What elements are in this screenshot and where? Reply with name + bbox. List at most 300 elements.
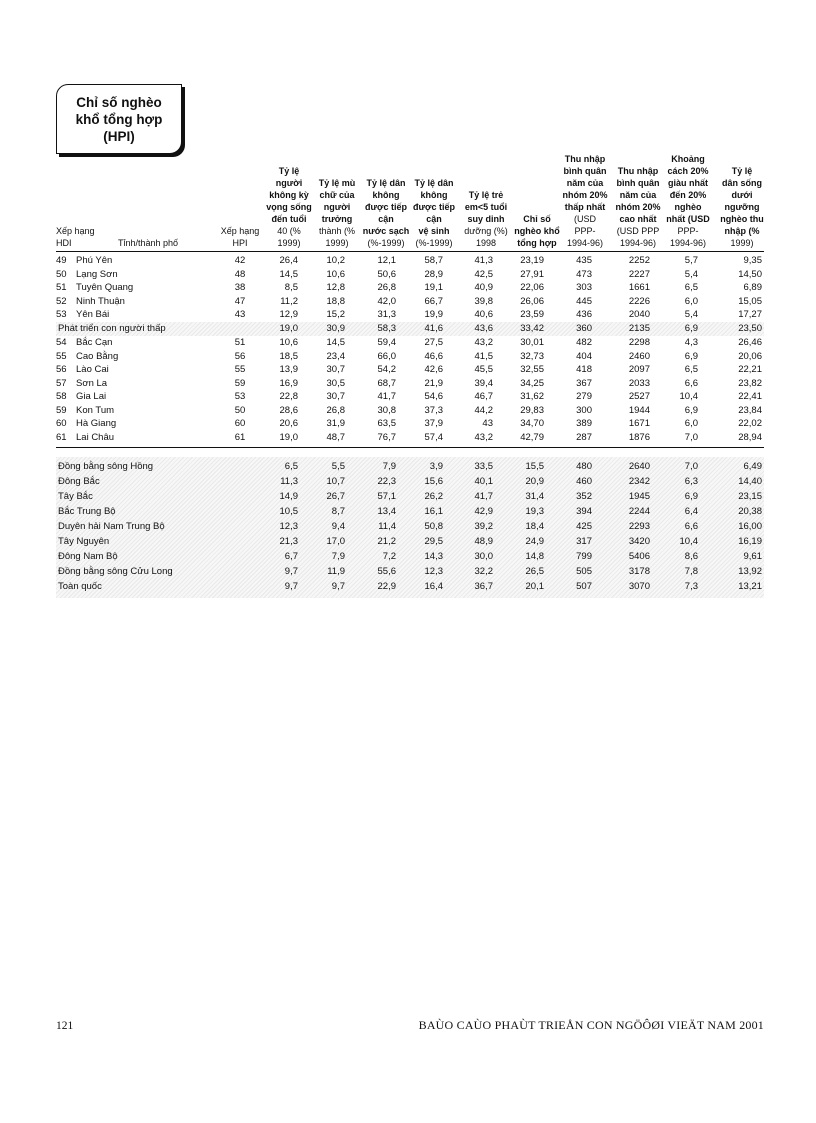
cell-value: 23,15 [738,491,762,502]
cell-value: 10,2 [326,255,345,266]
cell-value: 9,7 [331,581,345,592]
header-no-sanitation [409,177,459,249]
header-line: được tiếp [365,202,407,212]
cell-rank-hpi: 50 [234,404,246,416]
header-line: 1994-96) [619,238,657,248]
table-row [56,377,764,391]
page-number: 121 [56,1020,74,1032]
cell-value: 50,6 [377,268,396,280]
cell-value: 11,4 [378,521,396,532]
cell-value: 26,4 [279,255,298,266]
cell-value: 7,9 [331,551,345,562]
cell-value: 31,3 [377,309,396,320]
cell-rank-hdi: 55 [56,350,67,362]
cell-value: 21,3 [279,536,298,547]
table-row [56,404,764,418]
header-line: em<5 tuổi [464,202,508,212]
header-line: cách 20% [667,166,709,176]
cell-value: 10,6 [279,337,298,348]
cell-value: 3178 [628,566,650,577]
cell-value: 17,0 [326,536,345,547]
cell-value: 16,00 [738,521,762,532]
cell-value: 317 [576,536,592,547]
header-income-high [610,165,666,249]
cell-region: Đông Nam Bộ [58,551,118,562]
header-line: 1994-96) [669,238,707,248]
cell-value: 68,7 [377,377,396,389]
header-line: nghèo thu [720,214,764,224]
header-malnutrition [459,189,513,249]
cell-value: 6,9 [684,491,698,502]
cell-value: 42,9 [474,506,493,517]
cell-value: 13,21 [738,581,762,592]
table-row [56,505,764,519]
cell-value: 26,2 [424,491,443,502]
cell-value: 27,5 [424,337,443,348]
hpi-title-line3: (HPI) [103,128,135,144]
header-line: Tỷ lệ trẻ [468,190,504,200]
cell-value: 9,7 [284,581,298,592]
cell-value: 6,5 [684,364,698,375]
header-rank-hpi-line1: Xếp hạng [220,226,260,236]
cell-value: 11,9 [327,566,345,577]
cell-value: 12,3 [424,566,443,577]
header-hpi [513,213,561,249]
cell-value: 7,0 [684,461,698,472]
cell-province: Bắc Cạn [76,337,113,348]
cell-value: 10,6 [326,268,345,280]
cell-value: 1945 [628,491,650,502]
cell-value: 480 [576,461,592,472]
cell-value: 43,2 [474,431,493,443]
report-title: BAÙO CAÙO PHAÙT TRIEÅN CON NGÖÔØI VIEÄT NAM 2001 [418,1018,764,1032]
cell-value: 66,7 [424,295,443,307]
cell-value: 18,8 [326,295,345,307]
header-line: (USD PPP [616,226,660,236]
cell-province: Sơn La [76,377,108,389]
header-line: năm của [619,190,657,200]
cell-value: 799 [576,551,592,562]
cell-value: 43 [482,418,493,429]
cell-value: 436 [576,309,592,320]
cell-value: 1661 [628,282,650,293]
cell-value: 404 [576,350,592,362]
cell-value: 42,6 [424,364,443,375]
cell-value: 2033 [628,377,650,389]
header-line: nhất (USD [666,214,710,224]
header-rule [56,251,764,252]
cell-value: 57,4 [424,431,443,443]
cell-value: 26,8 [377,282,396,293]
hpi-title-line1: Chỉ số nghèo [76,94,162,110]
table-row [56,565,764,579]
cell-rank-hpi: 61 [234,431,246,443]
cell-region: Toàn quốc [58,581,102,592]
table-row [56,281,764,295]
cell-province: Hà Giang [76,418,117,429]
cell-value: 16,19 [738,536,762,547]
cell-value: 26,5 [525,566,544,577]
cell-value: 7,3 [684,581,698,592]
cell-value: 14,50 [738,268,762,280]
header-line: đến tuổi [271,214,307,224]
table-row [56,268,764,282]
header-line: (USD [574,214,596,224]
header-line: Chỉ số [523,214,551,224]
header-line: năm của [566,178,604,188]
header-line: chữ của [319,190,355,200]
table-row [56,475,764,489]
cell-value: 50,8 [424,521,443,532]
cell-value: 9,7 [284,566,298,577]
header-rank-hdi-line2: HDI [56,238,72,248]
cell-value: 6,89 [743,282,762,293]
cell-value: 3420 [628,536,650,547]
header-line: không [420,190,448,200]
cell-value: 39,8 [474,295,493,307]
cell-rank-hdi: 52 [56,295,67,307]
cell-value: 32,55 [520,364,544,375]
header-line: người [323,202,351,212]
header-line: nước sạch [362,226,410,236]
header-gap [662,153,714,249]
cell-value: 17,27 [738,309,762,320]
cell-value: 76,7 [377,431,396,443]
cell-value: 12,3 [279,521,298,532]
table-row [56,308,764,322]
cell-value: 6,5 [684,282,698,293]
hpi-title-line2: khổ tổng hợp [75,111,163,127]
table-row [56,295,764,309]
table-row [56,350,764,364]
cell-value: 2342 [628,476,650,487]
cell-value: 2640 [628,461,650,472]
cell-value: 30,7 [326,364,345,375]
cell-value: 22,9 [377,581,396,592]
cell-value: 23,59 [520,309,544,320]
cell-province: Cao Bằng [76,350,119,362]
cell-value: 26,8 [326,404,345,416]
cell-value: 26,46 [738,337,762,348]
header-line: không kỳ [269,190,309,200]
cell-value: 5406 [628,551,650,562]
header-line: giàu nhất [668,178,708,188]
cell-value: 13,4 [377,506,396,517]
cell-value: 8,5 [284,282,298,293]
cell-value: 20,9 [525,476,544,487]
cell-value: 22,06 [520,282,544,293]
cell-value: 19,3 [525,506,544,517]
cell-value: 12,1 [377,255,396,266]
cell-value: 14,40 [738,476,762,487]
cell-value: 3,9 [429,461,443,472]
cell-value: 29,83 [520,404,544,416]
header-line: Tỷ lệ [731,166,753,176]
cell-value: 46,6 [424,350,443,362]
cell-value: 14,3 [424,551,443,562]
cell-value: 37,9 [424,418,443,429]
cell-region: Bắc Trung Bộ [58,506,116,517]
cell-value: 58,3 [377,323,396,334]
cell-value: 42,0 [377,295,396,307]
header-line: Khoảng [671,154,705,164]
cell-region: Đồng bằng sông Cửu Long [58,566,173,577]
header-line: cận [378,214,394,224]
cell-value: 24,9 [525,536,544,547]
cell-value: 6,4 [684,506,698,517]
header-line: vọng sống [266,202,312,212]
cell-value: 287 [576,431,592,443]
cell-rank-hpi: 51 [234,337,246,348]
cell-value: 55,6 [377,566,396,577]
cell-value: 16,1 [424,506,443,517]
cell-value: 11,3 [280,476,298,487]
cell-value: 40,6 [474,309,493,320]
cell-value: 482 [576,337,592,348]
table-row [56,254,764,268]
cell-value: 5,7 [684,255,698,266]
cell-value: 26,06 [520,295,544,307]
cell-value: 58,7 [424,255,443,266]
header-line: người [275,178,303,188]
cell-value: 43,6 [474,323,493,334]
cell-province: Lai Châu [76,431,115,443]
cell-value: 435 [576,255,592,266]
cell-region: Duyên hải Nam Trung Bộ [58,521,165,532]
cell-value: 30,9 [326,323,345,334]
cell-value: 303 [576,282,592,293]
cell-value: 13,9 [279,364,298,375]
cell-value: 445 [576,295,592,307]
header-line: Thu nhập [564,154,606,164]
cell-value: 18,4 [525,521,544,532]
cell-value: 15,05 [738,295,762,307]
cell-value: 26,7 [326,491,345,502]
cell-value: 2097 [628,364,650,375]
cell-value: 23,4 [326,350,345,362]
cell-rank-hdi: 53 [56,309,67,320]
header-line: không [372,190,400,200]
cell-value: 20,06 [738,350,762,362]
header-line: ngưỡng [724,202,760,212]
header-province: Tỉnh/thành phố [118,238,179,248]
cell-value: 2252 [628,255,650,266]
table-row [56,490,764,504]
cell-value: 34,25 [520,377,544,389]
cell-rank-hpi: 38 [234,282,246,293]
header-line: dưới [731,190,753,200]
cell-value: 6,9 [684,404,698,416]
cell-province: Yên Bái [76,309,110,320]
cell-value: 7,9 [382,461,396,472]
header-line: 1999) [730,238,754,248]
cell-rank-hdi: 57 [56,377,67,389]
cell-value: 6,0 [684,295,698,307]
header-line: nhập (% [724,226,760,236]
cell-rank-hdi: 61 [56,431,67,443]
cell-value: 28,9 [424,268,443,280]
cell-value: 22,3 [377,476,396,487]
header-line: cao nhất [619,214,657,224]
cell-value: 5,4 [684,268,698,280]
cell-value: 42,79 [520,431,544,443]
header-line: 1998 [475,238,497,248]
cell-value: 9,61 [743,551,762,562]
cell-value: 7,0 [684,431,698,443]
cell-value: 360 [576,323,592,334]
cell-value: 22,41 [738,391,762,402]
header-line: đến 20% [669,190,707,200]
cell-value: 394 [576,506,592,517]
cell-value: 32,2 [474,566,493,577]
table-row [56,550,764,564]
cell-value: 389 [576,418,592,429]
cell-value: 41,5 [474,350,493,362]
cell-rank-hpi: 55 [234,364,246,375]
header-line: dưỡng (%) [464,226,508,236]
cell-province: Phú Yên [76,255,113,266]
cell-value: 8,6 [684,551,698,562]
cell-value: 425 [576,521,592,532]
cell-value: 54,6 [424,391,443,402]
cell-value: 2135 [628,323,650,334]
cell-value: 40,1 [474,476,493,487]
cell-value: 15,6 [424,476,443,487]
header-line: nhóm 20% [615,202,661,212]
cell-value: 6,0 [684,418,698,429]
cell-value: 19,0 [279,323,298,334]
cell-value: 22,21 [738,364,762,375]
header-line: 1999) [325,238,349,248]
cell-value: 11,2 [280,295,298,307]
table-row [56,580,764,594]
cell-value: 45,5 [474,364,493,375]
cell-value: 12,9 [279,309,298,320]
cell-region: Đông Bắc [58,476,100,487]
cell-region: Phát triển con người thấp [58,323,166,334]
header-line: Tỷ lệ [278,166,300,176]
cell-value: 21,2 [377,536,396,547]
cell-value: 507 [576,581,592,592]
cell-rank-hdi: 49 [56,255,67,266]
header-line: nghèo khổ [514,226,560,236]
cell-value: 29,5 [424,536,443,547]
header-line: trưởng [321,214,353,224]
header-line: PPP- [677,226,699,236]
cell-value: 32,73 [520,350,544,362]
cell-value: 20,1 [525,581,544,592]
header-line: tổng hợp [517,238,557,248]
cell-province: Ninh Thuận [76,295,125,307]
cell-value: 23,82 [738,377,762,389]
header-income-low [559,153,611,249]
cell-region: Đồng bằng sông Hồng [58,461,154,472]
cell-value: 22,8 [279,391,298,402]
cell-rank-hpi: 53 [234,391,246,402]
cell-value: 30,7 [326,391,345,402]
cell-value: 6,7 [284,551,298,562]
table-row [56,460,764,474]
cell-value: 41,7 [377,391,396,402]
cell-value: 28,94 [738,431,762,443]
cell-value: 418 [576,364,592,375]
cell-value: 2298 [628,337,650,348]
cell-value: 1944 [628,404,650,416]
cell-value: 2244 [628,506,650,517]
cell-value: 23,84 [738,404,762,416]
cell-value: 473 [576,268,592,280]
table-row [56,417,764,431]
cell-value: 31,9 [326,418,345,429]
cell-value: 31,62 [520,391,544,402]
cell-rank-hpi: 42 [234,255,246,266]
cell-province: Lạng Sơn [76,268,118,280]
cell-rank-hdi: 56 [56,364,67,375]
cell-value: 48,7 [326,431,345,443]
cell-value: 48,9 [474,536,493,547]
header-line: suy dinh [467,214,505,224]
cell-value: 6,5 [284,461,298,472]
cell-rank-hdi: 59 [56,404,67,416]
cell-value: 14,5 [279,268,298,280]
cell-value: 37,3 [424,404,443,416]
cell-rank-hpi: 60 [234,418,246,429]
header-line: cận [426,214,442,224]
cell-value: 5,4 [684,309,698,320]
header-rank-hpi-line2: HPI [232,238,248,248]
cell-value: 46,7 [474,391,493,402]
cell-value: 10,4 [679,391,698,402]
cell-value: 6,9 [684,323,698,334]
cell-value: 6,6 [684,521,698,532]
header-line: Tỷ lệ mù [318,178,356,188]
cell-province: Gia Lai [76,391,107,402]
cell-value: 27,91 [520,268,544,280]
cell-value: 30,5 [326,377,345,389]
cell-value: 41,3 [474,255,493,266]
header-line: Tỷ lệ dân [414,178,454,188]
cell-value: 36,7 [474,581,493,592]
cell-value: 66,0 [377,350,396,362]
cell-value: 15,2 [326,309,345,320]
cell-value: 39,4 [474,377,493,389]
header-illiteracy [313,177,361,249]
cell-value: 14,5 [326,337,345,348]
cell-rank-hdi: 51 [56,282,67,293]
cell-value: 16,4 [424,581,443,592]
cell-value: 10,4 [679,536,698,547]
cell-value: 1876 [628,431,650,443]
table-row [56,390,764,404]
header-line: nhóm 20% [562,190,608,200]
cell-value: 8,7 [331,506,345,517]
cell-value: 9,4 [331,521,345,532]
cell-value: 505 [576,566,592,577]
cell-value: 7,8 [684,566,698,577]
cell-value: 22,02 [738,418,762,429]
cell-rank-hdi: 60 [56,418,67,429]
cell-value: 54,2 [377,364,396,375]
cell-value: 43,2 [474,337,493,348]
cell-value: 9,35 [743,255,762,266]
cell-value: 20,6 [279,418,298,429]
cell-value: 19,9 [424,309,443,320]
header-line: (%-1999) [415,238,453,248]
cell-value: 41,7 [474,491,493,502]
cell-value: 23,50 [738,323,762,334]
header-line: thành (% [318,226,356,236]
header-line: (%-1999) [367,238,405,248]
